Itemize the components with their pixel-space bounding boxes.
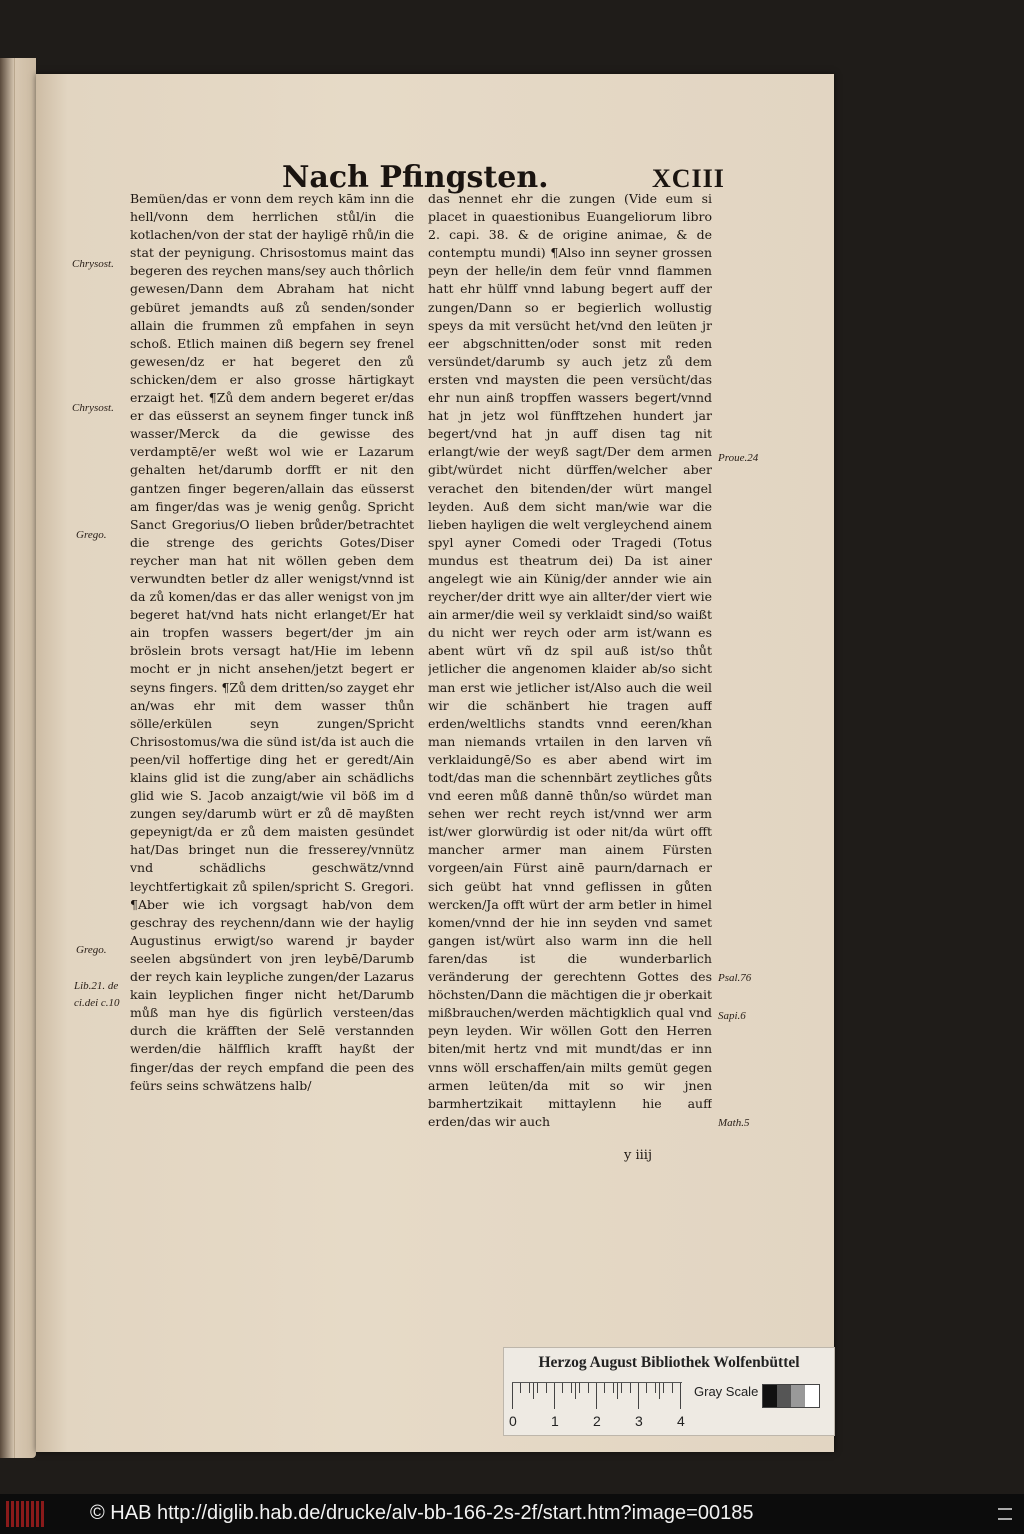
ruler-minor-tick (663, 1383, 664, 1393)
ruler-minor-tick (562, 1383, 563, 1393)
ruler-mid-tick (617, 1383, 618, 1399)
ruler-minor-tick (604, 1383, 605, 1393)
gray-swatch (791, 1385, 805, 1407)
gray-swatch (763, 1385, 777, 1407)
ruler-minor-tick (672, 1383, 673, 1393)
ruler-minor-tick (621, 1383, 622, 1393)
left-text-column: Bemüen/das er vonn dem reych kām inn die hell/vonn dem herrlichen stůl/in die kotlachen/von der stat der hayligē rhů/in die stat der peynigung. Chrisostomus maint das begeren des reychen mans/sey auch thôrlich gewesen/Dann dem Abraham hat nicht gebüret jemandts auß zů senden/sonder allain die frummen zů empfahen in seyn schoß. Etlich mainen diß begern sey frenel gewesen/dz er hat begeret den zů schicken/dem er also grosse hārtigkayt erzaigt het. ¶Zů dem andern begeret er/das er das eüsserst an seynem finger tunck inß wasser/Merck da die gewisse des verdamptē/er weßt wol wie er Lazarum gehalten het/darumb dorfft er nit den gantzen finger begeren/allain das eüsserst am finger/das was je wenig genůg. Spricht Sanct Gregorius/O lieben brůder/betrachtet die strenge des gerichts Gotes/Diser reycher man hat nit wöllen geben dem verwundten betler dz aller wenigst/vnnd ist da zů komen/das er das aller wenigst von jm begeret hat/vnd hats nicht erlanget/Er hat ain tropfen wassers begert/der jm ain bröslein brots versagt hat/Hie im lebenn mocht er jn nicht ansehen/jetzt begert er seyns fingers. ¶Zů dem dritten/so zayget ehr an/was ehr mit dem wasser thůn sölle/erkülen seyn zungen/Spricht Chrisostomus/wa die sünd ist/da ist auch die peen/vil hoffertige ding het er geredt/Ain klains glid ist die zung/aber ain schädlichs glid wie S. Jacob anzaigt/wie vil böß im d zungen sey/darumb würt er zů dē mayßten gepeynigt/da er zů dem maisten gesündet hat/Das bringet nun die fresserey/vnnütz vnd schädlichs geschwätz/vnnd leychtfertigkait zů spilen/spricht S. Gregori. ¶Aber wie ich vorgsagt hab/von dem geschray des reychenn/dann wie der haylig Augustinus erwigt/so warend jr bayder seelen abgsündert von jren leybē/Darumb der reych kain leypliche zungen/der Lazarus kain leyplichen finger nicht het/Darumb můß man hye dis figürlich versteen/das durch die kräfften der Selē verstannden werden/die hälfflich krafft hayßt der finger/das der reych empfand die peen des feürs seins schwätzens halb/ (130, 191, 414, 1093)
right-text-column: das nennet ehr die zungen (Vide eum si placet in quaestionibus Euangeliorum libro 2. capi. 38. & de origine animae, & de contemptu mundi) ¶Also inn seyner grossen peyn der helle/in dem feür vnnd flammen hatt ehr hülff vnnd labung begert auff der zungen/Dann so er begierlich wollustig speys da mit versücht het/vnd den leüten jr eer abgschnitten/oder sonst mit reden versündet/darumb sy auch jetz zů dem ersten vnd maysten die peen versücht/das ehr nun ainß tropffen wassers begert/vnnd hat jn jetz wol fünfftzehen hundert jar begert/vnd hat jn auff disen tag nit erlangt/wie der weyß sagt/Der dem armen gibt/würdet nicht dürffen/welcher aber verachet den bitenden/der würt mangel leyden. Auß dem sicht man/wie war die lieben hayligen die welt vergleychend ainem spyl ayner Comedi oder Tragedi (Totus mundus est theatrum dei) Da ist ainer angelegt wie ain Künig/der annder wie ain reycher/der dritt wye ain allter/der viert wie ain armer/die weil sy verklaidt sind/so waißt du nicht wer reych oder arm ist/wann es abent würt vñ dz spil auß ist/so thůt jetlicher die angenomen klaider ab/so sicht man erst wie jetlicher ist/Also auch die weil wir die schänbert hie tragen auff erden/weltlichs standts vnnd eeren/khan man niemands vrtailen in den larven vñ verklaidungē/So es aber abend wirt im todt/das man die schennbärt zeytliches gůts vnd eeren můß dannē thůn/so würdet man sehen wer recht reych ist/vnnd wer arm ist/wer glorwürdig ist oder nit/da würt offt mancher armer man ainem Fürsten vorgeen/ain Fürst ainē paurn/darnach er sich geübt hat vnnd geflissen in gůten wercken/Ja offt würt der arm betler in himel komen/vnnd der hie inn seyden vnd samet gangen ist/würt also warm inn die hell faren/das ist die wunderbarlich veränderung der gerechtenn Gottes des höchsten/Dann die mächtigen die jr oberkait mißbrauchen/werden mächtigklich qual vnd peyn leyden. Wir wöllen Gott den Herren biten/mit hertz vnd mit mundt/das er inn vnns wöll erschaffen/ain milts gemüt gegen armen leüten/da mit so wir jnen barmhertzikait mittaylenn hie auff erden/das wir auch (428, 191, 712, 1129)
folio-number: XCIII (652, 164, 725, 193)
ruler-minor-tick (579, 1383, 580, 1393)
marginal-note-psal: Psal.76 (718, 972, 752, 984)
scale-number: 3 (635, 1413, 643, 1429)
ruler-tick (638, 1383, 639, 1409)
ruler-minor-tick (571, 1383, 572, 1393)
ruler-minor-tick (529, 1383, 530, 1393)
ruler-mid-tick (533, 1383, 534, 1399)
scale-ruler (509, 1382, 685, 1429)
marginal-note-chrysost: Chrysost. (72, 402, 114, 414)
ruler-tick (680, 1383, 681, 1409)
gray-scale-swatches (762, 1384, 820, 1408)
scale-number: 2 (593, 1413, 601, 1429)
marginal-note-civdei: ci.dei c.10 (74, 997, 120, 1009)
ruler-minor-tick (646, 1383, 647, 1393)
ruler-minor-tick (537, 1383, 538, 1393)
scale-number: 0 (509, 1413, 517, 1429)
gray-swatch (805, 1385, 819, 1407)
library-label-card (503, 1347, 835, 1436)
signature-mark: y iiij (624, 1148, 652, 1163)
marginal-note-sapi: Sapi.6 (718, 1010, 746, 1022)
footer-bar (0, 1494, 1024, 1534)
ruler-minor-tick (588, 1383, 589, 1393)
ruler-minor-tick (630, 1383, 631, 1393)
ruler-minor-tick (520, 1383, 521, 1393)
scale-number: 1 (551, 1413, 559, 1429)
marginal-note-grego: Grego. (76, 944, 107, 956)
scale-number: 4 (677, 1413, 685, 1429)
marginal-note-math: Math.5 (718, 1117, 750, 1129)
ruler-tick (596, 1383, 597, 1409)
ruler-mid-tick (575, 1383, 576, 1399)
page-edge-line (14, 58, 15, 1458)
adjacent-page-edge (0, 58, 36, 1458)
library-label-title: Herzog August Bibliothek Wolfenbüttel (538, 1354, 800, 1371)
gray-swatch (777, 1385, 791, 1407)
marginal-note-chrysost: Chrysost. (72, 258, 114, 270)
marginal-note-lib: Lib.21. de (74, 980, 119, 992)
marginal-note-prouerb: Proue.24 (718, 452, 759, 464)
ruler-tick (554, 1383, 555, 1409)
ruler-minor-tick (613, 1383, 614, 1393)
running-head: Nach Pfingsten. (282, 160, 549, 195)
ruler-minor-tick (546, 1383, 547, 1393)
gray-scale-label: Gray Scale (694, 1384, 759, 1399)
ruler-tick (512, 1383, 513, 1409)
hab-logo-icon (6, 1501, 46, 1527)
menu-icon[interactable] (998, 1508, 1012, 1520)
copyright-url[interactable]: © HAB http://diglib.hab.de/drucke/alv-bb-166-2s-2f/start.htm?image=00185 (90, 1502, 754, 1524)
ruler-mid-tick (659, 1383, 660, 1399)
marginal-note-grego: Grego. (76, 529, 107, 541)
ruler-minor-tick (655, 1383, 656, 1393)
